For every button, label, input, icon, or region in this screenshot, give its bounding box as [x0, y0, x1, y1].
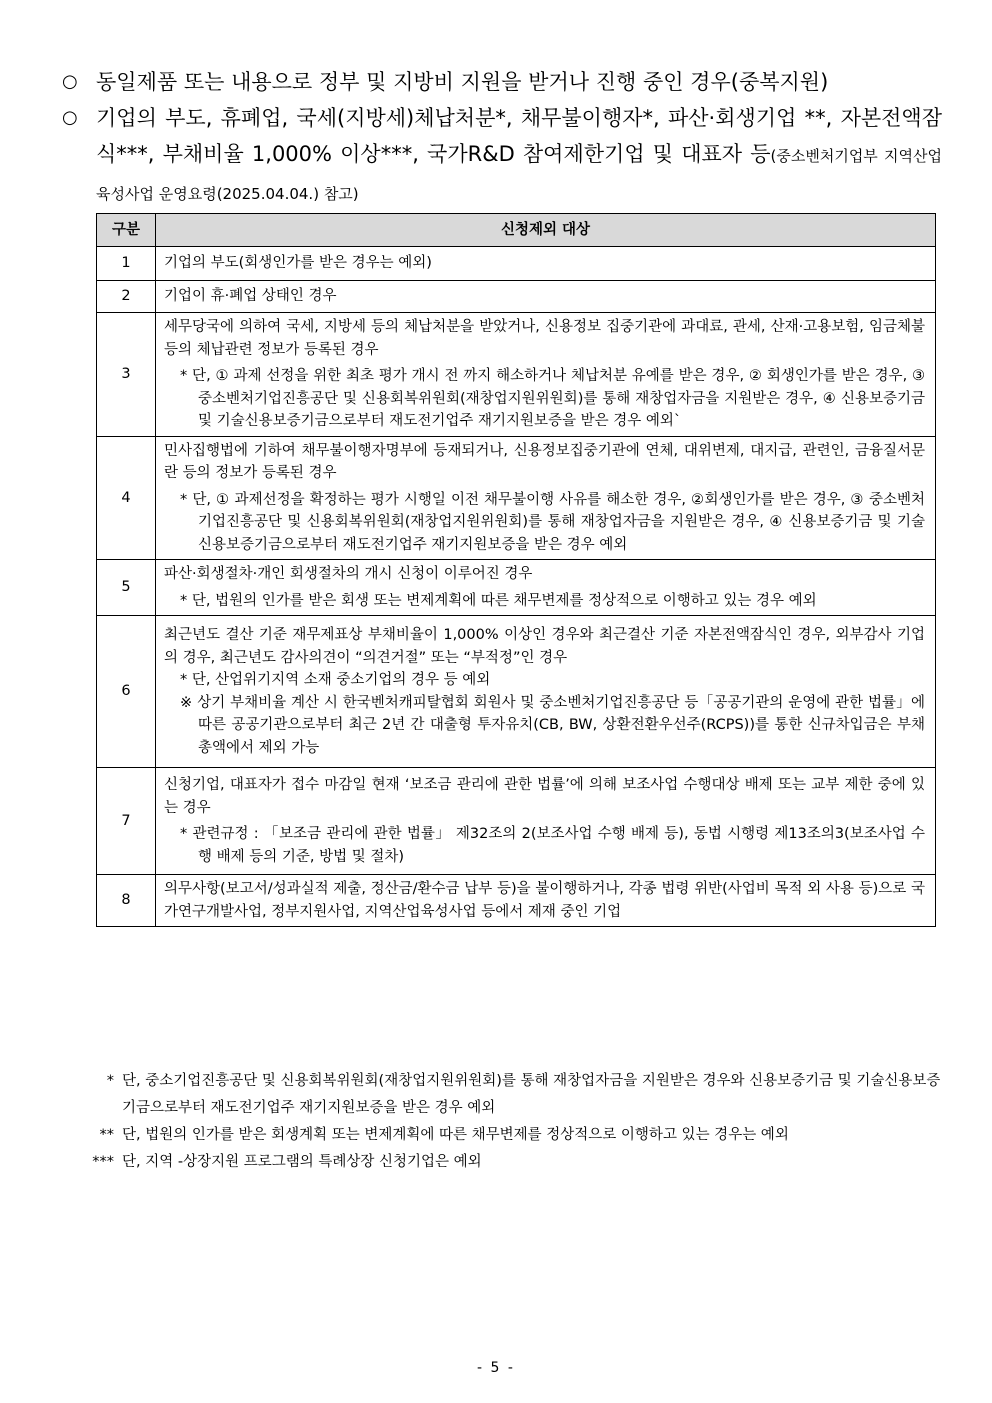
bullet-text: 동일제품 또는 내용으로 정부 및 지방비 지원을 받거나 진행 중인 경우(중복지원)	[96, 70, 829, 94]
footnote-item	[74, 1068, 946, 1122]
table-row	[97, 875, 936, 927]
row-number: 1	[97, 247, 156, 281]
footnote-mark: ***	[92, 1154, 114, 1170]
row-number: 5	[97, 560, 156, 616]
row-text: 신청기업, 대표자가 접수 마감일 현재 ‘보조금 관리에 관한 법률’에 의해 보조사업 수행대상 배제 또는 교부 제한 중에 있는 경우	[164, 777, 925, 816]
row-text: 세무당국에 의하여 국세, 지방세 등의 체납처분을 받았거나, 신용정보 집중기관에 과대료, 관세, 산재·고용보험, 임금체불 등의 체납관련 정보가 등록된 경우	[164, 319, 925, 358]
table-row	[97, 436, 936, 560]
row-number: 8	[97, 875, 156, 927]
row-note: * 단, 법원의 인가를 받은 회생 또는 변제계획에 따른 채무변제를 정상적으로 이행하고 있는 경우 예외	[180, 592, 817, 609]
header-category: 구분	[97, 214, 156, 247]
row-text: 최근년도 결산 기준 재무제표상 부채비율이 1,000% 이상인 경우와 최근결산 기준 자본전액잠식인 경우, 외부감사 기업의 경우, 최근년도 감사의견이 “의견거절” 또는 “부적정”인 경우	[164, 627, 925, 666]
footnote-text: 단, 중소기업진흥공단 및 신용회복위원회(재창업지원위원회)를 통해 재창업자금을 지원받은 경우와 신용보증기금 및 기술신용보증기금으로부터 재도전기업주 재기지원보증을 받은 경우 예외	[122, 1073, 941, 1116]
footnote-text: 단, 지역 -상장지원 프로그램의 특례상장 신청기업은 예외	[122, 1154, 482, 1170]
row-note: * 단, ① 과제 선정을 위한 최초 평가 개시 전 까지 해소하거나 체납처분 유예를 받은 경우, ② 회생인가를 받은 경우, ③ 중소벤처기업진흥공단 및 신용회복위원회(재창업지원위원회)를 통해 재창업자금을 지원받은 경우, ④ 신용보증기금 및 기술신용보증기금으로부터 재도전기업주 재기지원보증을 받은 경우 예외`	[180, 368, 925, 429]
table-row	[97, 616, 936, 768]
row-note: * 단, ① 과제선정을 확정하는 평가 시행일 이전 채무불이행 사유를 해소한 경우, ②회생인가를 받은 경우, ③ 중소벤처기업진흥공단 및 신용회복위원회(재창업지원위원회)를 통해 재창업자금을 지원받은 경우, ④ 신용보증기금 및 기술신용보증기금으로부터 재도전기업주 재기지원보증을 받은 경우 예외	[180, 491, 925, 553]
bullet-item-duplicate-support	[62, 64, 942, 100]
table-header-row	[97, 214, 936, 247]
bullet-list	[62, 64, 942, 212]
footnote-item	[74, 1149, 946, 1176]
footnote-text: 단, 법원의 인가를 받은 회생계획 또는 변제계획에 따른 채무변제를 정상적으로 이행하고 있는 경우는 예외	[122, 1127, 789, 1143]
footnotes	[74, 1068, 946, 1176]
row-number: 3	[97, 313, 156, 437]
row-number: 2	[97, 281, 156, 313]
bullet-text-wrap	[96, 100, 942, 212]
table-row	[97, 560, 936, 616]
footnote-mark: **	[99, 1127, 114, 1143]
row-cell	[156, 768, 936, 875]
table-row	[97, 247, 936, 281]
row-text: 민사집행법에 기하여 채무불이행자명부에 등재되거나, 신용정보집중기관에 연체, 대위변제, 대지급, 관련인, 금융질서문란 등의 정보가 등록된 경우	[164, 442, 925, 481]
exclusion-table	[96, 213, 936, 927]
row-text: 기업이 휴·폐업 상태인 경우	[156, 281, 936, 313]
footnote-item	[74, 1122, 946, 1149]
page-number: - 5 -	[477, 1360, 515, 1376]
row-note: ※ 상기 부채비율 계산 시 한국벤처캐피탈협회 회원사 및 중소벤처기업진흥공단 등「공공기관의 운영에 관한 법률」에 따른 공공기관으로부터 최근 2년 간 대출형 투자유치(CB, BW, 상환전환우선주(RCPS))를 통한 신규차입금은 부채총액에서 제외 가능	[180, 694, 925, 756]
row-text: 기업의 부도(회생인가를 받은 경우는 예외)	[156, 247, 936, 281]
row-text: 의무사항(보고서/성과실적 제출, 정산금/환수금 납부 등)을 불이행하거나, 각종 법령 위반(사업비 목적 외 사용 등)으로 국가연구개발사업, 정부지원사업, 지역산업육성사업 등에서 제재 중인 기업	[156, 875, 936, 927]
row-number: 4	[97, 436, 156, 560]
table-row	[97, 768, 936, 875]
bullet-item-exclusion-criteria	[62, 100, 942, 212]
bullet-mark: ○	[62, 107, 78, 128]
footnote-mark: *	[106, 1073, 114, 1089]
row-note: * 단, 산업위기지역 소재 중소기업의 경우 등 예외	[180, 672, 491, 688]
row-number: 7	[97, 768, 156, 875]
row-cell	[156, 436, 936, 560]
table-row	[97, 281, 936, 313]
table-row	[97, 313, 936, 437]
row-note: * 관련규정 : 「보조금 관리에 관한 법률」 제32조의 2(보조사업 수행 배제 등), 동법 시행령 제13조의3(보조사업 수행 배제 등의 기준, 방법 및 절차)	[180, 826, 925, 865]
bullet-mark: ○	[62, 71, 78, 92]
row-cell	[156, 560, 936, 616]
row-number: 6	[97, 616, 156, 768]
row-text: 파산·회생절차·개인 회생절차의 개시 신청이 이루어진 경우	[164, 566, 533, 582]
row-cell	[156, 616, 936, 768]
row-cell	[156, 313, 936, 437]
bullet-reference: (중소벤처기업부 지역산업육성사업 운영요령(2025.04.04.) 참고)	[96, 147, 943, 203]
bullet-text: 기업의 부도, 휴폐업, 국세(지방세)체납처분*, 채무불이행자*, 파산·회생기업 **, 자본전액잠식***, 부채비율 1,000% 이상***, 국가R&D 참여제한기업 및 대표자 등	[96, 106, 942, 166]
header-exclusion-target: 신청제외 대상	[156, 214, 936, 247]
